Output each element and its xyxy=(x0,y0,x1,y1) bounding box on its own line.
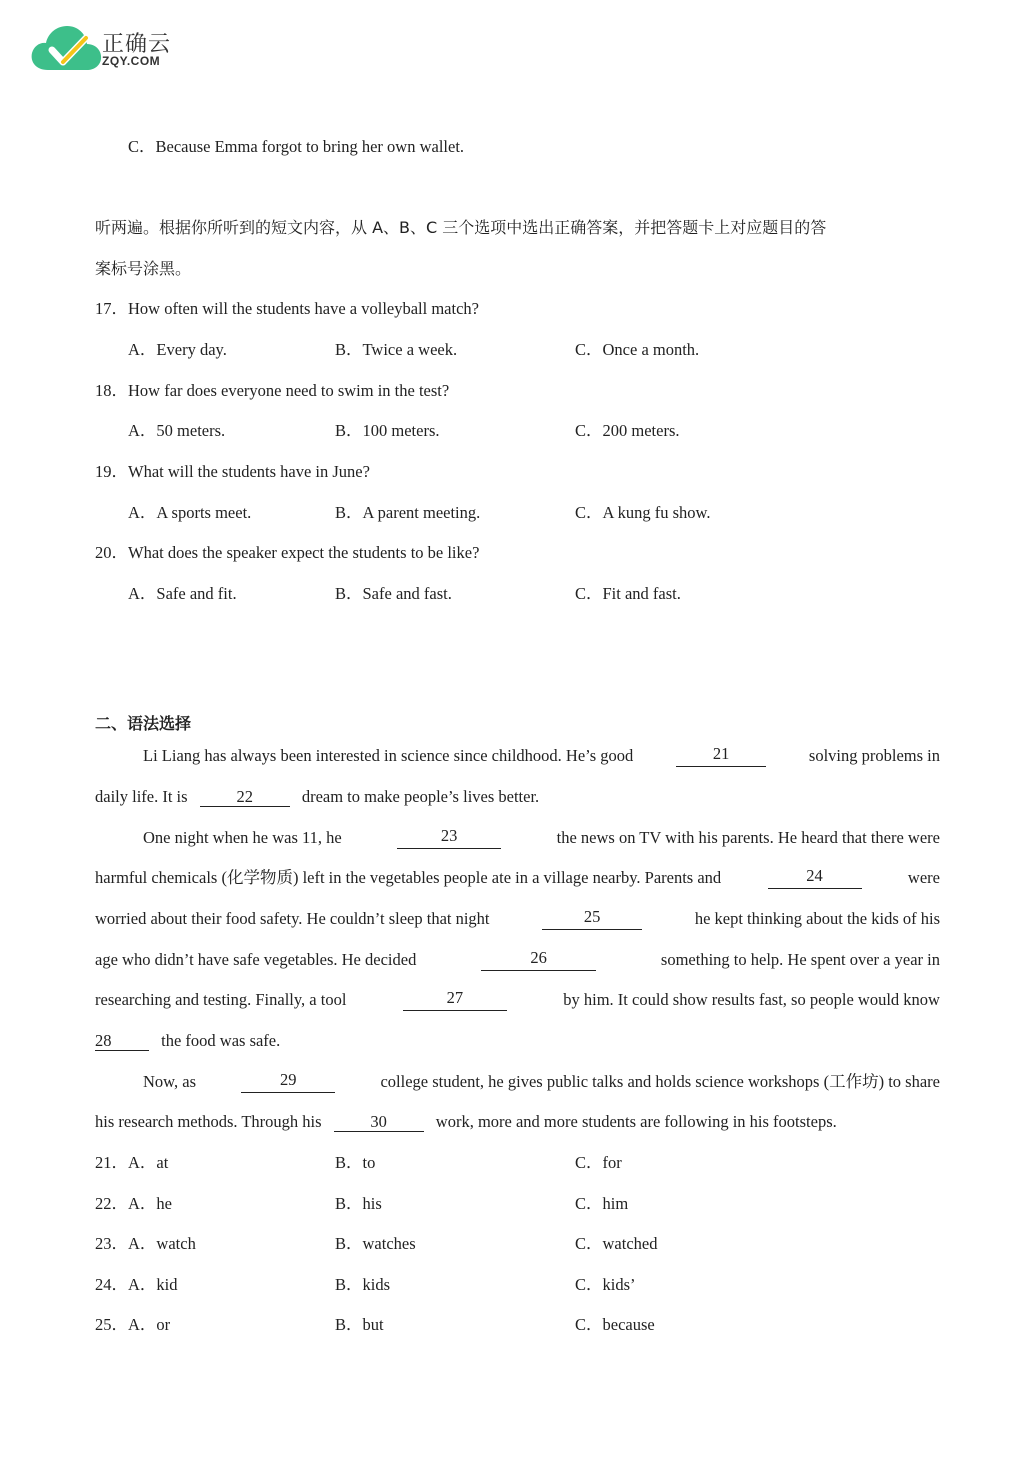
passage-line xyxy=(95,908,940,930)
question-18: 18．How far does everyone need to swim in the test? xyxy=(95,381,450,400)
q23-option-b: B．watches xyxy=(335,1234,416,1253)
cloud-check-icon xyxy=(30,22,106,74)
passage-line xyxy=(95,786,539,808)
blank-21: 21 xyxy=(676,745,766,767)
question-17: 17．How often will the students have a volleyball match? xyxy=(95,299,479,318)
blank-23: 23 xyxy=(397,827,501,849)
q22-option-c: C．him xyxy=(575,1194,629,1213)
q16-option-c: C．Because Emma forgot to bring her own wallet. xyxy=(128,137,465,156)
passage-line xyxy=(95,949,940,971)
passage-text: his research methods. Through his xyxy=(95,1112,322,1131)
q22-option-b: B．his xyxy=(335,1194,382,1213)
passage-line xyxy=(143,745,940,767)
passage-text: college student, he gives public talks and holds science workshops (工作坊) to share xyxy=(380,1072,940,1091)
passage-text: researching and testing. Finally, a tool xyxy=(95,990,347,1009)
passage-text: he kept thinking about the kids of his xyxy=(694,909,940,928)
blank-22: 22 xyxy=(200,788,290,807)
passage-text: the news on TV with his parents. He heard that there were xyxy=(556,828,940,847)
q17-option-b: B．Twice a week. xyxy=(335,340,458,359)
q24-option-b: B．kids xyxy=(335,1275,391,1294)
blank-24: 24 xyxy=(768,867,862,889)
passage-text: solving problems in xyxy=(808,746,940,765)
blank-26: 26 xyxy=(481,949,596,971)
q19-option-c: C．A kung fu show. xyxy=(575,503,711,522)
q20-option-c: C．Fit and fast. xyxy=(575,584,681,603)
blank-25: 25 xyxy=(542,908,642,930)
logo-domain: ZQY.COM xyxy=(102,54,161,68)
q20-option-b: B．Safe and fast. xyxy=(335,584,452,603)
passage-line xyxy=(143,827,940,849)
q25-option-a: 25．A．or xyxy=(95,1315,171,1334)
blank-29: 29 xyxy=(241,1071,335,1093)
passage-line xyxy=(143,1071,940,1093)
q24-option-a: 24．A．kid xyxy=(95,1275,178,1294)
passage-text: daily life. It is xyxy=(95,787,188,806)
q25-option-c: C．because xyxy=(575,1315,655,1334)
blank-27: 27 xyxy=(403,989,507,1011)
passage-line xyxy=(95,867,940,889)
blank-30: 30 xyxy=(334,1113,424,1132)
passage-text: the food was safe. xyxy=(161,1031,281,1050)
passage-line xyxy=(95,1030,280,1052)
section-title: 二、语法选择 xyxy=(95,714,192,733)
q17-option-a: A．Every day. xyxy=(128,340,227,359)
passage-text: Li Liang has always been interested in science since childhood. He’s good xyxy=(143,746,634,765)
passage-text: by him. It could show results fast, so people would know xyxy=(563,990,940,1009)
instruction-line-2: 案标号涂黑。 xyxy=(95,259,192,278)
passage-text: work, more and more students are following in his footsteps. xyxy=(435,1112,837,1131)
q19-option-b: B．A parent meeting. xyxy=(335,503,481,522)
passage-text: Now, as xyxy=(143,1072,197,1091)
q24-option-c: C．kids’ xyxy=(575,1275,636,1294)
passage-text: dream to make people’s lives better. xyxy=(301,787,540,806)
q18-option-b: B．100 meters. xyxy=(335,421,440,440)
instruction-line-1: 听两遍。根据你所听到的短文内容，从 A、B、C 三个选项中选出正确答案，并把答题卡上对应题目的答 xyxy=(95,218,827,237)
blank-28: 28 xyxy=(95,1032,149,1051)
q19-option-a: A．A sports meet. xyxy=(128,503,252,522)
passage-text: something to help. He spent over a year in xyxy=(660,950,940,969)
q21-option-a: 21．A．at xyxy=(95,1153,169,1172)
passage-line xyxy=(95,989,940,1011)
question-19: 19．What will the students have in June? xyxy=(95,462,370,481)
passage-text: were xyxy=(907,868,940,887)
question-20: 20．What does the speaker expect the students to be like? xyxy=(95,543,480,562)
q23-option-a: 23．A．watch xyxy=(95,1234,196,1253)
q21-option-c: C．for xyxy=(575,1153,622,1172)
q25-option-b: B．but xyxy=(335,1315,384,1334)
q22-option-a: 22．A．he xyxy=(95,1194,172,1213)
passage-text: age who didn’t have safe vegetables. He decided xyxy=(95,950,417,969)
q18-option-c: C．200 meters. xyxy=(575,421,680,440)
q20-option-a: A．Safe and fit. xyxy=(128,584,237,603)
q23-option-c: C．watched xyxy=(575,1234,658,1253)
passage-text: harmful chemicals (化学物质) left in the vegetables people ate in a village nearby. Parents and xyxy=(95,868,722,887)
logo-text: 正确云 xyxy=(102,32,172,57)
passage-text: worried about their food safety. He couldn’t sleep that night xyxy=(95,909,490,928)
q17-option-c: C．Once a month. xyxy=(575,340,700,359)
q18-option-a: A．50 meters. xyxy=(128,421,226,440)
q21-option-b: B．to xyxy=(335,1153,376,1172)
passage-line xyxy=(95,1111,837,1133)
passage-text: One night when he was 11, he xyxy=(143,828,342,847)
